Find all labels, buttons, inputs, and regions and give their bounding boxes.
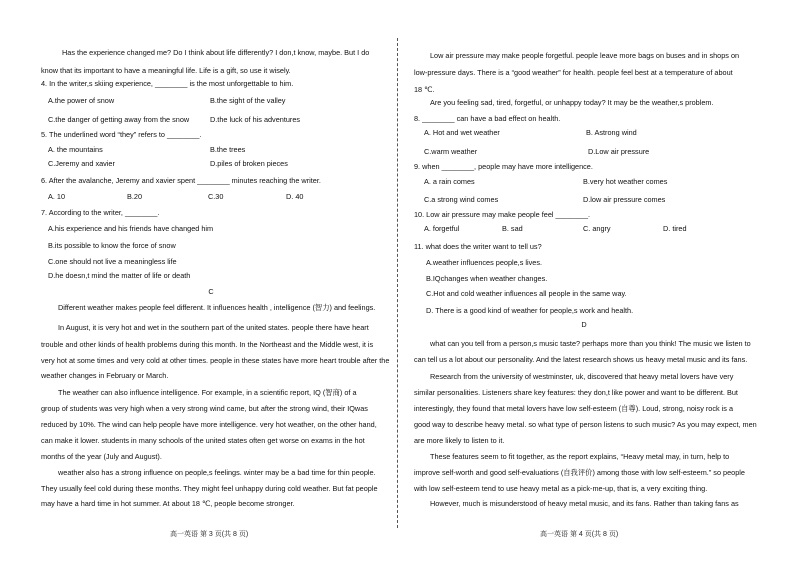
text-line: weather changes in February or March. bbox=[41, 371, 169, 380]
option-c: C.warm weather bbox=[424, 147, 478, 156]
text-line: Has the experience changed me? Do I think about life differently? I don,t know, maybe. But I do bbox=[62, 48, 370, 57]
option-d: D. 40 bbox=[286, 192, 304, 201]
option-a: A. 10 bbox=[48, 192, 66, 201]
text-line: They usually feel cold during these months. They might feel unhappy during cold weather. But fat people bbox=[41, 484, 378, 493]
text-line: similar personalities. Listeners share key features: they don,t like power and want to be different. But bbox=[414, 388, 738, 397]
option-d: D.he doesn,t mind the matter of life or death bbox=[48, 271, 191, 280]
text-line: good way to describe heavy metal. so what type of person listens to such music? As you may expect, men bbox=[414, 420, 757, 429]
text-line: with low self-esteem tend to use heavy metal as a pick-me-up, that is, a very exciting thing. bbox=[414, 484, 708, 493]
option-a: A. Hot and wet weather bbox=[424, 128, 500, 137]
option-b: B. Astrong wind bbox=[586, 128, 637, 137]
text-line: interestingly, they found that metal lovers have low self-esteem (自尊). Loud, strong, noisy rock is a bbox=[414, 404, 734, 413]
text-line: weather also has a strong influence on people,s feelings. winter may be a bad time for thin people. bbox=[58, 468, 376, 477]
option-d: D.piles of broken pieces bbox=[210, 159, 288, 168]
option-c: C.a strong wind comes bbox=[424, 195, 499, 204]
question-9: 9. when ________, people may have more intelligence. bbox=[414, 162, 593, 171]
text-line: are more likely to listen to it. bbox=[414, 436, 505, 445]
option-d: D. tired bbox=[663, 224, 687, 233]
text-line: However, much is misunderstood of heavy metal music, and its fans. Rather than taking fans as bbox=[430, 499, 739, 508]
question-4: 4. In the writer,s skiing experience, ________ is the most unforgettable to him. bbox=[41, 79, 294, 88]
option-c: C.the danger of getting away from the snow bbox=[48, 115, 190, 124]
text-line: The weather can also influence intelligence. For example, in a scientific report, IQ (智商) of a bbox=[58, 388, 357, 397]
option-d: D.low air pressure comes bbox=[583, 195, 666, 204]
option-c: C.Hot and cold weather influences all people in the same way. bbox=[426, 289, 627, 298]
page-footer: 高一英语 第 4 页(共 8 页) bbox=[540, 531, 619, 538]
question-10: 10. Low air pressure may make people feel ________. bbox=[414, 210, 591, 219]
question-7: 7. According to the writer, ________. bbox=[41, 208, 160, 217]
section-heading: C bbox=[208, 287, 214, 296]
option-c: C. angry bbox=[583, 224, 611, 233]
option-c: C.Jeremy and xavier bbox=[48, 159, 115, 168]
text-line: These features seem to fit together, as the report explains, “Heavy metal may, in turn, help to bbox=[430, 452, 730, 461]
option-a: A. a rain comes bbox=[424, 177, 475, 186]
question-11: 11. what does the writer want to tell us? bbox=[414, 242, 542, 251]
option-b: B. sad bbox=[502, 224, 523, 233]
text-line: what can you tell from a person,s music taste? perhaps more than you think! The music we listen to bbox=[430, 339, 751, 348]
section-heading: D bbox=[581, 320, 587, 329]
text-line: improve self-worth and good self-evaluations (自我评价) among those with low self-esteem.” so people bbox=[414, 468, 745, 477]
option-d: D.Low air pressure bbox=[588, 147, 650, 156]
text-line: low-pressure days. There is a “good weather” for health. people feel best at a temperature of about bbox=[414, 68, 733, 77]
text-line: 18 ℃. bbox=[414, 85, 435, 94]
option-a: A.the power of snow bbox=[48, 96, 115, 105]
option-d: D. There is a good kind of weather for people,s work and health. bbox=[426, 306, 634, 315]
question-5: 5. The underlined word “they” refers to ________. bbox=[41, 130, 202, 139]
question-6: 6. After the avalanche, Jeremy and xavier spent ________ minutes reaching the writer. bbox=[41, 176, 321, 185]
text-line: Different weather makes people feel different. It influences health , intelligence (智力) and feelings. bbox=[58, 303, 376, 312]
option-b: B.very hot weather comes bbox=[583, 177, 668, 186]
question-8: 8. ________ can have a bad effect on health. bbox=[414, 114, 561, 123]
column-divider bbox=[397, 38, 399, 528]
option-c: C.30 bbox=[208, 192, 224, 201]
page-footer: 高一英语 第 3 页(共 8 页) bbox=[170, 531, 249, 538]
option-b: B.its possible to know the force of snow bbox=[48, 241, 176, 250]
text-line: know that its important to have a meaningful life. Life is a gift, so use it wisely. bbox=[41, 66, 291, 75]
text-line: Low air pressure may make people forgetful. people leave more bags on buses and in shops on bbox=[430, 51, 740, 60]
text-line: very hot at some times and very cold at other times. people in these states have more heart trouble after the bbox=[41, 356, 390, 365]
text-line: may have a hard time in hot summer. At about 18 ℃, people become stronger. bbox=[41, 499, 295, 508]
text-line: can tell us a lot about our personality. And the latest research shows us heavy metal music and its fans. bbox=[414, 355, 748, 364]
text-line: can make it lower. students in many schools of the united states often get worse on exams in the hot bbox=[41, 436, 365, 445]
option-a: A.weather influences people,s lives. bbox=[426, 258, 543, 267]
option-b: B.20 bbox=[127, 192, 143, 201]
text-line: trouble and other kinds of health problems during this month. In the Northeast and the Middle west, it is bbox=[41, 340, 374, 349]
option-a: A. forgetful bbox=[424, 224, 460, 233]
text-line: months of the year (July and August). bbox=[41, 452, 162, 461]
option-b: B.the trees bbox=[210, 145, 246, 154]
option-a: A. the mountains bbox=[48, 145, 103, 154]
option-c: C.one should not live a meaningless life bbox=[48, 257, 177, 266]
text-line: reduced by 10%. The wind can help people have more intelligence. very hot weather, on the other hand, bbox=[41, 420, 377, 429]
text-line: In August, it is very hot and wet in the southern part of the united states. people there have heart bbox=[58, 323, 369, 332]
option-b: B.IQchanges when weather changes. bbox=[426, 274, 548, 283]
text-line: Are you feeling sad, tired, forgetful, or unhappy today? It may be the weather,s problem. bbox=[430, 98, 714, 107]
text-line: Research from the university of westminster, uk, discovered that heavy metal lovers have very bbox=[430, 372, 734, 381]
option-d: D.the luck of his adventures bbox=[210, 115, 301, 124]
option-a: A.his experience and his friends have changed him bbox=[48, 224, 214, 233]
text-line: group of students was very high when a very strong wind came, but after the strong wind, their IQwas bbox=[41, 404, 368, 413]
option-b: B.the sight of the valley bbox=[210, 96, 286, 105]
